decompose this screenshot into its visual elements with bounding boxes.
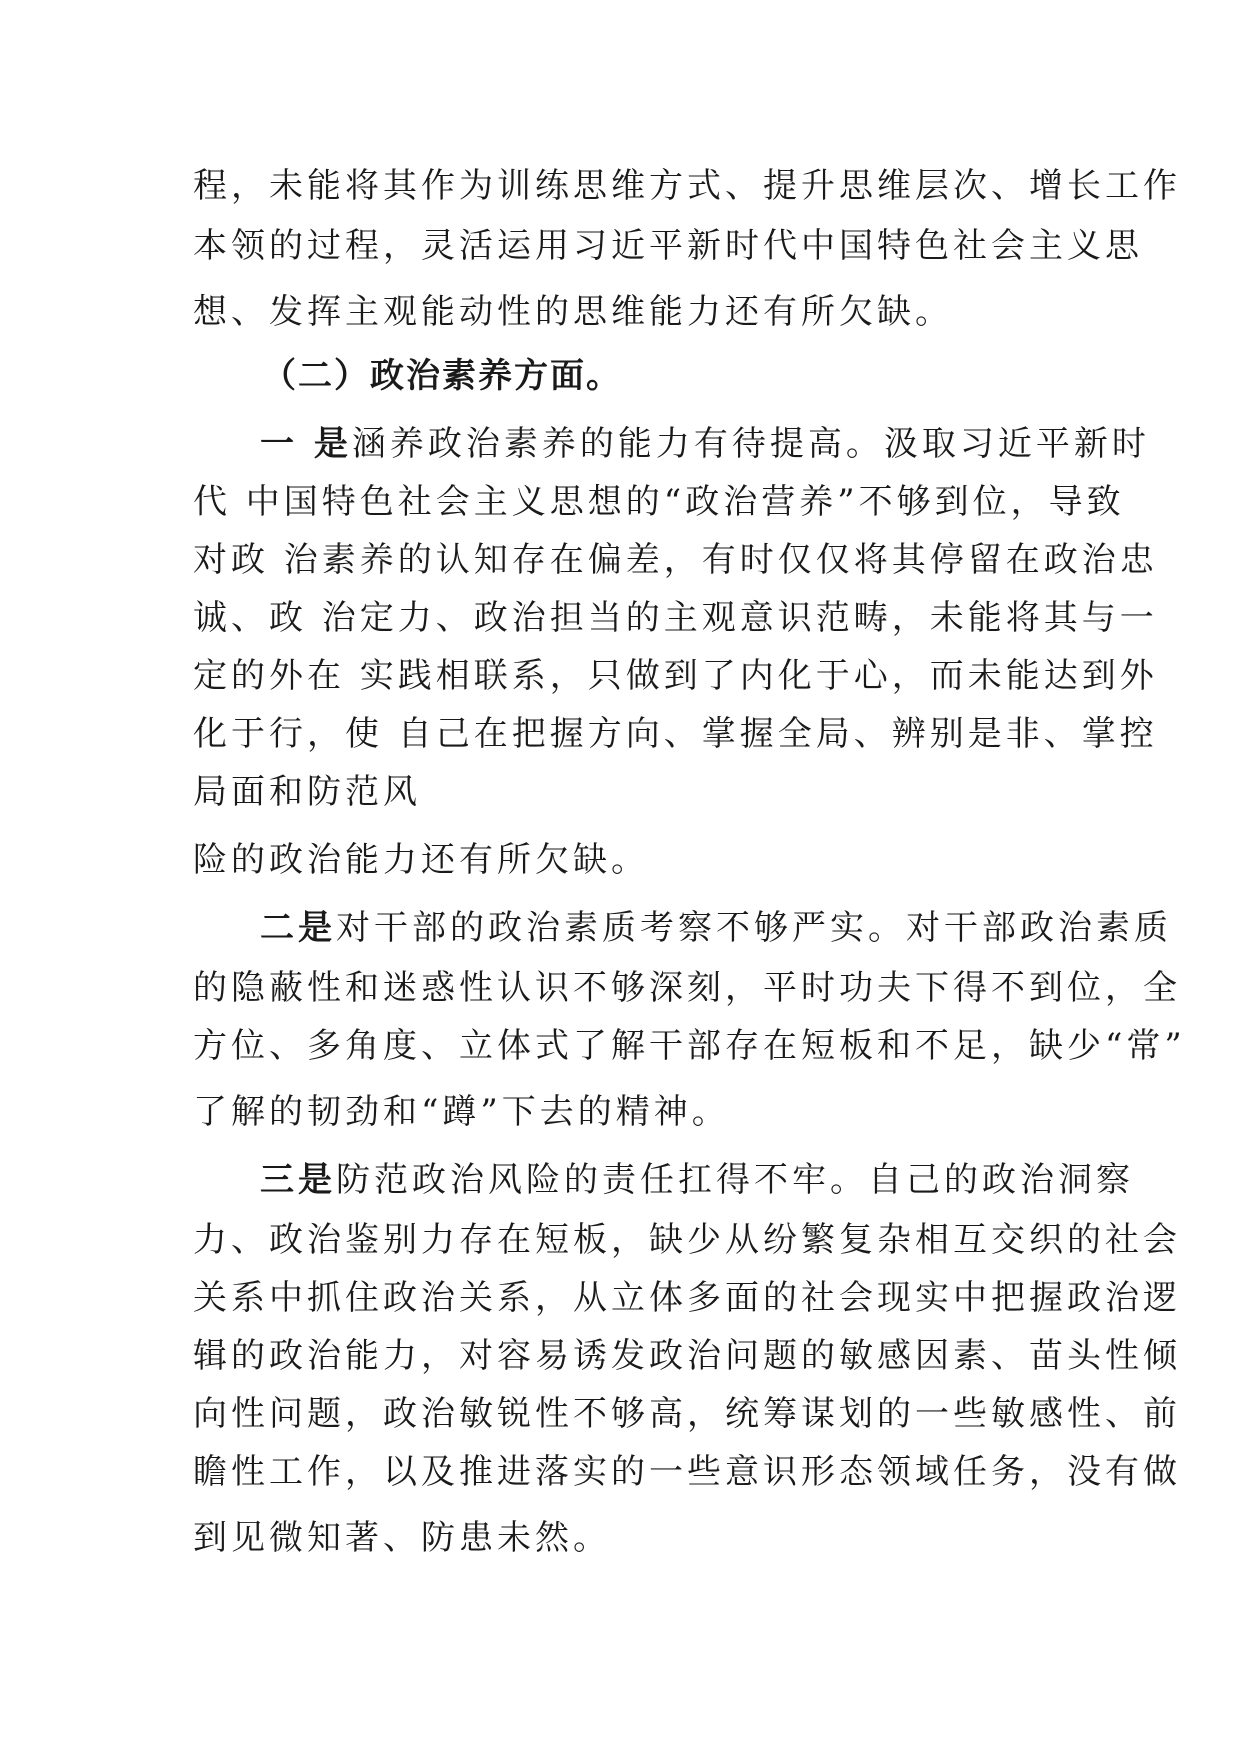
point-text: 对干部的政治素质考察不够严实。对干部政治素质 xyxy=(336,908,1172,948)
text-line: 化于行，使 自己在把握方向、掌握全局、辨别是非、掌控 xyxy=(193,714,1158,754)
text-line: 局面和防范风 xyxy=(193,772,421,812)
section-heading: （二）政治素养方面。 xyxy=(262,356,622,396)
text-line: 到见微知著、防患未然。 xyxy=(193,1518,611,1558)
text-line xyxy=(260,414,1150,474)
text-line xyxy=(260,1150,1134,1210)
text-line: 程，未能将其作为训练思维方式、提升思维层次、增长工作 xyxy=(193,166,1181,206)
text-line: 了解的韧劲和“蹲”下去的精神。 xyxy=(193,1092,730,1132)
text-line: 定的外在 实践相联系，只做到了内化于心，而未能达到外 xyxy=(193,656,1158,696)
point-text: 防范政治风险的责任扛得不牢。自己的政治洞察 xyxy=(336,1160,1134,1200)
text-line: 辑的政治能力，对容易诱发政治问题的敏感因素、苗头性倾 xyxy=(193,1336,1181,1376)
text-line xyxy=(260,898,1172,958)
text-line: 对政 治素养的认知存在偏差，有时仅仅将其停留在政治忠 xyxy=(193,540,1158,580)
text-line: 力、政治鉴别力存在短板，缺少从纷繁复杂相互交织的社会 xyxy=(193,1220,1181,1260)
text-line: 想、发挥主观能动性的思维能力还有所欠缺。 xyxy=(193,292,953,332)
point-label: 二是 xyxy=(260,908,336,948)
text-line: 向性问题，政治敏锐性不够高，统筹谋划的一些敏感性、前 xyxy=(193,1394,1181,1434)
text-line: 关系中抓住政治关系，从立体多面的社会现实中把握政治逻 xyxy=(193,1278,1181,1318)
text-line: 的隐蔽性和迷惑性认识不够深刻，平时功夫下得不到位，全 xyxy=(193,968,1181,1008)
point-label: 三是 xyxy=(260,1160,336,1200)
text-line: 瞻性工作，以及推进落实的一些意识形态领域任务，没有做 xyxy=(193,1452,1181,1492)
text-line: 代 中国特色社会主义思想的“政治营养”不够到位，导致 xyxy=(193,482,1125,522)
text-line: 险的政治能力还有所欠缺。 xyxy=(193,840,649,880)
point-text: 涵养政治素养的能力有待提高。汲取习近平新时 xyxy=(351,424,1150,464)
text-line: 方位、多角度、立体式了解干部存在短板和不足，缺少“常” xyxy=(193,1026,1186,1066)
text-line: 本领的过程，灵活运用习近平新时代中国特色社会主义思 xyxy=(193,226,1143,266)
point-label: 一 是 xyxy=(260,424,352,464)
text-line: 诚、政 治定力、政治担当的主观意识范畴，未能将其与一 xyxy=(193,598,1158,638)
